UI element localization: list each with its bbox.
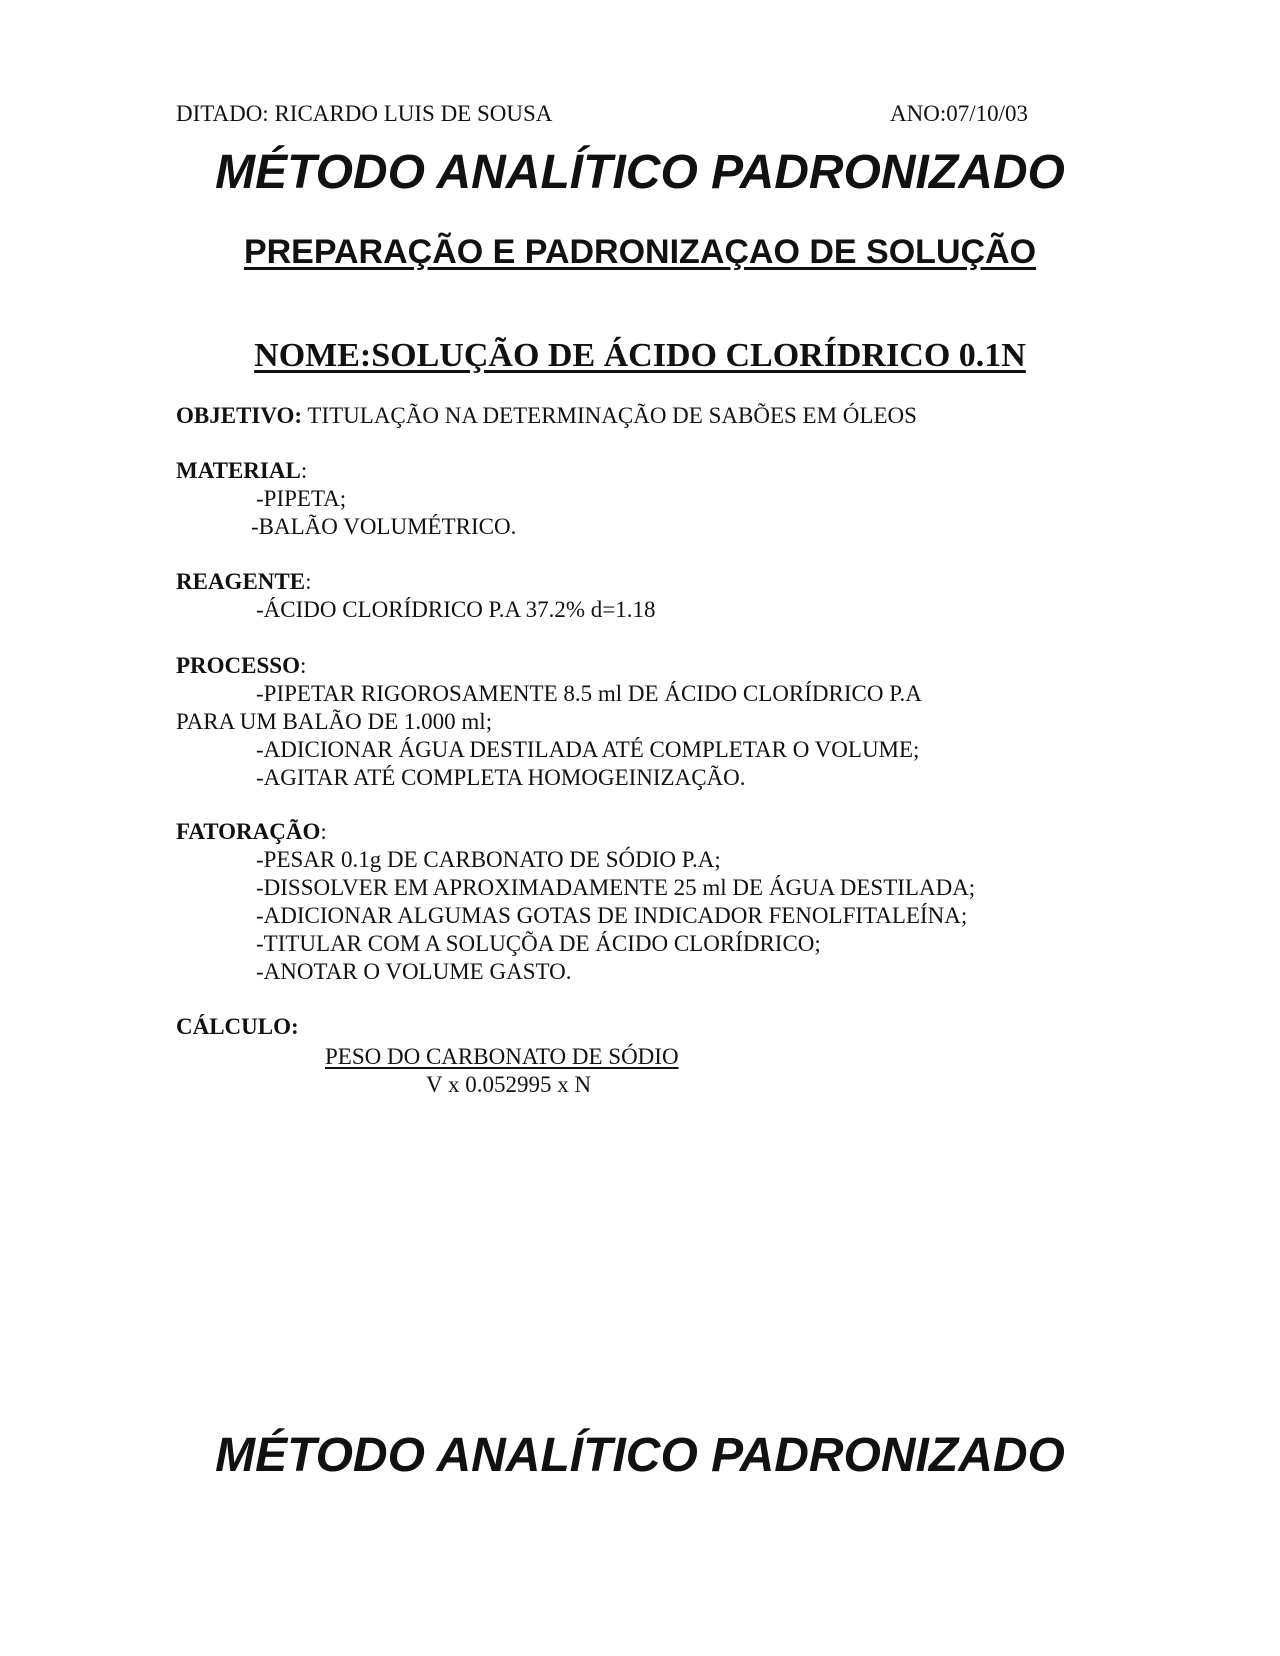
material-section — [176, 457, 1116, 541]
factoring-step: -TITULAR COM A SOLUÇÕA DE ÁCIDO CLORÍDRICO; — [256, 931, 821, 956]
reagent-label: REAGENTE — [176, 569, 306, 594]
process-colon: : — [299, 653, 307, 678]
factoring-step: -ADICIONAR ALGUMAS GOTAS DE INDICADOR FENOLFITALEÍNA; — [256, 903, 968, 928]
factoring-step: -DISSOLVER EM APROXIMADAMENTE 25 ml DE ÁGUA DESTILADA; — [256, 875, 976, 900]
process-section — [176, 652, 1116, 792]
factoring-step: -PESAR 0.1g DE CARBONATO DE SÓDIO P.A; — [256, 847, 721, 872]
footer-title: MÉTODO ANALÍTICO PADRONIZADO — [215, 1429, 1065, 1482]
process-label: PROCESSO — [176, 653, 300, 678]
reagent-colon: : — [305, 569, 312, 594]
objective-text: TITULAÇÃO NA DETERMINAÇÃO DE SABÕES EM ÓLEOS — [307, 403, 917, 428]
formula-numerator: PESO DO CARBONATO DE SÓDIO — [325, 1044, 679, 1069]
process-step-continuation: PARA UM BALÃO DE 1.000 ml; — [176, 709, 493, 734]
process-step: -AGITAR ATÉ COMPLETA HOMOGEINIZAÇÃO. — [256, 765, 746, 790]
calculation-section — [176, 1013, 1116, 1041]
date-line: ANO:07/10/03 — [890, 101, 1028, 126]
process-step: -PIPETAR RIGOROSAMENTE 8.5 ml DE ÁCIDO CLORÍDRICO P.A — [256, 681, 922, 706]
objective-section — [176, 402, 1116, 430]
material-item: -BALÃO VOLUMÉTRICO. — [251, 514, 517, 539]
reagent-item: -ÁCIDO CLORÍDRICO P.A 37.2% d=1.18 — [256, 597, 656, 622]
author-line: DITADO: RICARDO LUIS DE SOUSA — [176, 101, 553, 126]
factoring-colon: : — [320, 819, 327, 844]
factoring-section — [176, 818, 1116, 986]
reagent-section — [176, 568, 1116, 624]
factoring-label: FATORAÇÃO — [176, 819, 321, 844]
solution-name: NOME:SOLUÇÃO DE ÁCIDO CLORÍDRICO 0.1N — [254, 337, 1026, 374]
calculation-label: CÁLCULO: — [176, 1014, 299, 1039]
process-step: -ADICIONAR ÁGUA DESTILADA ATÉ COMPLETAR O VOLUME; — [256, 737, 920, 762]
material-item: -PIPETA; — [256, 486, 347, 511]
objective-label: OBJETIVO: — [176, 403, 303, 428]
material-label: MATERIAL — [176, 458, 301, 483]
material-colon: : — [300, 458, 308, 483]
formula-denominator: V x 0.052995 x N — [426, 1072, 592, 1097]
document-subtitle: PREPARAÇÃO E PADRONIZAÇAO DE SOLUÇÃO — [243, 233, 1037, 271]
factoring-step: -ANOTAR O VOLUME GASTO. — [256, 959, 572, 984]
document-title: MÉTODO ANALÍTICO PADRONIZADO — [215, 146, 1065, 199]
